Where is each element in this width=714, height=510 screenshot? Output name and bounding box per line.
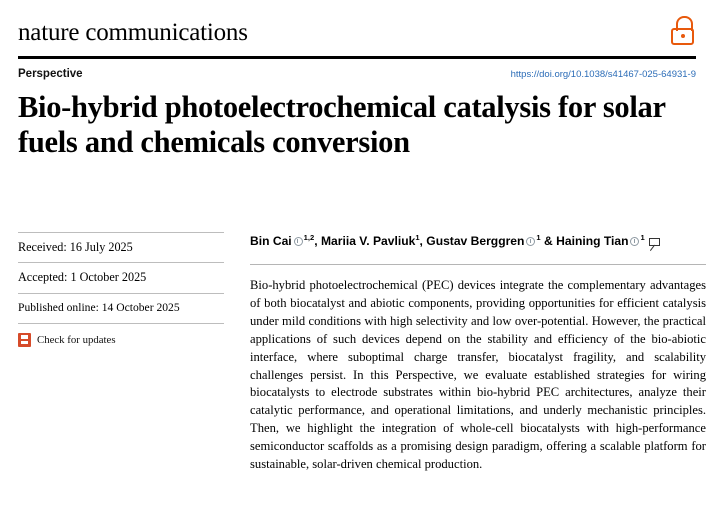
author-affiliation-4: 1 xyxy=(640,233,645,242)
author-affiliation-1: 1,2 xyxy=(303,233,315,242)
journal-masthead xyxy=(0,0,714,56)
author-separator-1: , xyxy=(314,234,321,249)
open-access-lock-icon xyxy=(670,16,696,46)
masthead-divider xyxy=(18,56,696,59)
author-name-2[interactable]: Mariia V. Pavliuk xyxy=(320,234,416,249)
journal-title: nature communications xyxy=(18,19,248,46)
article-body xyxy=(18,232,706,486)
author-affiliation-2: 1 xyxy=(415,233,420,242)
accepted-date: Accepted: 1 October 2025 xyxy=(18,270,147,285)
article-type-row xyxy=(18,68,696,80)
orcid-icon[interactable] xyxy=(294,237,303,246)
author-name-4[interactable]: Haining Tian xyxy=(556,234,629,249)
check-for-updates[interactable] xyxy=(18,324,224,353)
check-for-updates-label: Check for updates xyxy=(37,333,116,346)
envelope-icon[interactable] xyxy=(649,238,660,246)
authors-and-abstract-column xyxy=(236,232,706,486)
author-name-1[interactable]: Bin Cai xyxy=(250,234,292,249)
page-title: Bio-hybrid photoelectrochemical catalysis for solar fuels and chemicals conversion xyxy=(18,90,666,160)
orcid-icon[interactable] xyxy=(526,237,535,246)
published-date: Published online: 14 October 2025 xyxy=(18,300,180,314)
author-name-3[interactable]: Gustav Berggren xyxy=(426,234,525,249)
crossmark-icon xyxy=(18,333,31,347)
author-ampersand: & xyxy=(544,234,553,249)
author-affiliation-3: 1 xyxy=(536,233,541,242)
publication-history-column xyxy=(18,232,236,486)
author-separator-2: , xyxy=(419,234,427,249)
abstract-divider xyxy=(250,264,706,265)
article-type-label: Perspective xyxy=(18,68,83,80)
doi-link[interactable]: https://doi.org/10.1038/s41467-025-64931-9 xyxy=(510,69,696,80)
received-date: Received: 16 July 2025 xyxy=(18,240,133,254)
author-list xyxy=(250,232,706,251)
orcid-icon[interactable] xyxy=(630,237,639,246)
abstract-text: Bio-hybrid photoelectrochemical (PEC) devices integrate the complementary advantages of both biocatalyst and abiotic components, providing opportunities for efficient catalysis under mild conditions with high selectivity and low over-potential. However, the practical applications of such devices depend on the stability and efficiency of the bio-abiotic interface, where suboptimal charge transfer, biocatalyst fragility, and scalability challenges persist. In this Perspective, we evaluate established strategies for wiring biocatalysts to electrode substrates within bio-hybrid PEC architectures, analyze their catalytic performance, and operational limitations, and underly mechanistic principles. Then, we highlight the integration of whole-cell biocatalysts with high-performance semiconductor scaffolds as a promising design paradigm, offering a scalable platform for sustainable, solar-driven chemical production. xyxy=(250,278,706,471)
